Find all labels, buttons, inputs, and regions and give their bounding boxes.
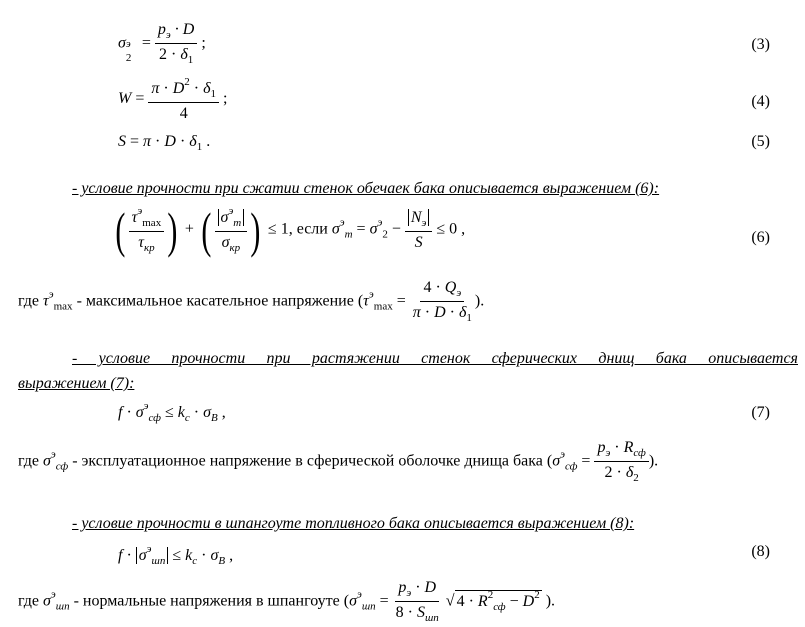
equation-number-7: (7) xyxy=(751,404,770,421)
equation-6: ( $\frac{\tau^э_{max}}{\tau_{кр}}$ ) + ( $\frac{\sigma^э_т}{\sigma_{кр}}$ ) ≤ 1, если $\sigma^э_т = \sigma^э_2$ − $\frac{N_э}{S}$ ≤ 0 , xyxy=(115,202,466,258)
equation-3: σ э 2 = $\frac{p_э \cdot D}{2 \cdot \delta_1}$ ; xyxy=(118,21,206,66)
condition-8-intro: - условие прочности в шпангоуте топливного бака описывается выражением (8): xyxy=(72,515,635,532)
equation-number-3: (3) xyxy=(751,36,770,53)
equation-number-5: (5) xyxy=(751,133,770,150)
equation-5: $S = \pi \cdot D \cdot \delta_1$ . xyxy=(118,133,211,153)
equation-7: $f \cdot \sigma^э_{сф} \le k_c \cdot \sigma_B$ , xyxy=(118,400,226,424)
condition-7-intro-line-1: - условие прочности при растяжении стенок сферических днищ бака описывается xyxy=(72,350,798,367)
where-6: где $\tau^э_{max}$ - максимальное касательное напряжение ($\tau^э_{max}$ = $\frac{4 \cdot Q_э}{\pi \cdot D \cdot \delta_1}$ ). xyxy=(18,279,485,324)
equation-number-8: (8) xyxy=(751,543,770,560)
word-if: если xyxy=(296,220,328,238)
equation-8: $f \cdot \sigma^э_{шп} \le k_c \cdot \sigma_B$ , xyxy=(118,543,234,567)
equation-number-6: (6) xyxy=(751,229,770,246)
equation-number-4: (4) xyxy=(751,93,770,110)
condition-7-intro-line-2: выражением (7): xyxy=(18,375,135,392)
condition-6-intro: - условие прочности при сжатии стенок обечаек бака описывается выражением (6): xyxy=(72,180,660,197)
where-7: где $\sigma^э_{сф}$ - эксплуатационное напряжение в сферической оболочке днища бака ($\sigma^э_{сф}$ = $\frac{p_э \cdot R_{сф}}{2 \cdot \delta_2}$ ). xyxy=(18,439,659,484)
where-8: где $\sigma^э_{шп}$ - нормальные напряжения в шпангоуте ($\sigma^э_{шп}$ = $\frac{p_э \cdot D}{8 \cdot S_{шп}}$ √ $4 \cdot R^2_{сф} - D^2$ ). xyxy=(18,579,556,624)
equation-4: W = $\frac{\pi \cdot D^2 \cdot \delta_1}{4}$ ; xyxy=(118,76,228,122)
